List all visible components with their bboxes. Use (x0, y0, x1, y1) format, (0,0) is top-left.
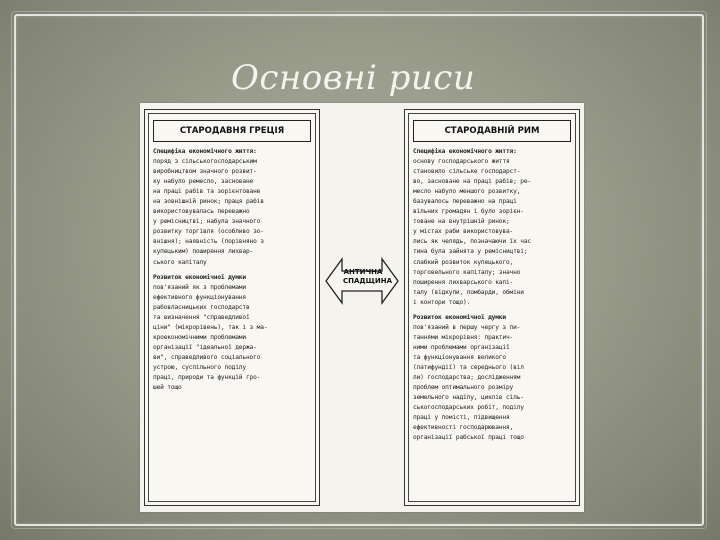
rome-column (404, 109, 580, 506)
greece-column (144, 109, 320, 506)
greece-economy-text: Специфіка економічного життя: поряд з сільськогосподарським виробництвом значного розвит- ку набуло ремесло, засноване на праці рабів та зорієнтоване на зовнішній ринок; праця рабів використовувалась переважно у ремісництві; набула значного розвитку торгівля (особливо зо- внішня); наявність (порівняно з купецьким) поширення лихвар- ського капіталу (153, 148, 264, 266)
antique-label-line1: АНТИЧНА (343, 268, 383, 276)
rome-body (413, 147, 575, 499)
rome-thought-text: Розвиток економічної думки пов'язаний в першу чергу з пи- таннями мікрорівня: практич- ними проблемами організації та функціонування великого (латифундії) та середнього (віл ли) господарства; дослідженням проблем оптимального розміру земельного наділу, циклів сіль- ськогосподарських робіт, поділу праці у помісті, підвищення ефективності господарювання, організації рабської праці тощо (413, 313, 524, 442)
greece-body (153, 147, 315, 499)
slide-title: Основні риси (231, 58, 476, 98)
antique-heritage-label (343, 268, 393, 286)
greece-heading: СТАРОДАВНЯ ГРЕЦІЯ (153, 120, 311, 142)
scanned-document (140, 103, 584, 512)
greece-thought-text: Розвиток економічної думки пов'язаний як з проблемами ефективного функціонування рабовласницьких господарств та визначення "справедливої ціни" (мікрорівень), так і з ма- кроекономічними проблемами організації "ідеальної держа- ви", справедливого соціального устрою, суспільного поділу праці, природи та функцій гро- шей тощо (153, 273, 268, 392)
rome-heading: СТАРОДАВНІЙ РИМ (413, 120, 571, 142)
antique-label-line2: СПАДЩИНА (343, 277, 393, 285)
rome-economy-text: Специфіка економічного життя: основу господарського життя становило сільське господарст- во, засноване на праці рабів; ре- месло набуло меншого розвитку, базувалось переважно на праці вільних громадян і було зорієн- товане на внутрішній ринок; у містах раби використовува- лись як челядь, позначаючи їх час тина була зайнята у ремісництві; слабкий розвиток купецького, торговельного капіталу; значно поширення лихварського капі- талу (вiдкупи, ломбарди, обміни і контори тощо). (413, 148, 531, 306)
